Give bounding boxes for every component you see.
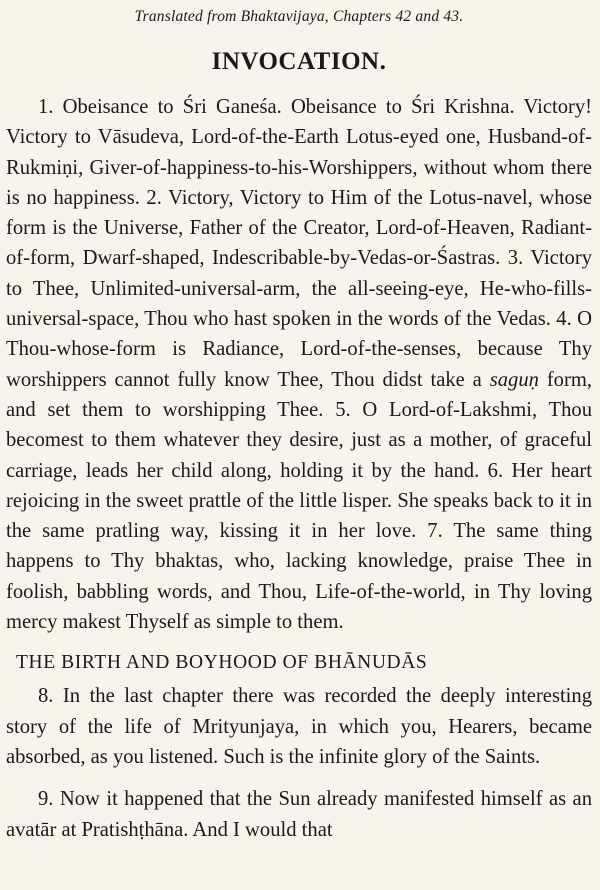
paragraph-8: 8. In the last chapter there was recorded the deeply interesting story of the life of Mrityunjaya, in which you, Hearers, became absorbed, as you listened. Such is the infinite glory of the Saints. xyxy=(6,685,592,768)
sagun-word: saguṇ xyxy=(489,368,539,391)
invocation-paragraph xyxy=(6,92,592,637)
paragraph-gap xyxy=(6,772,592,784)
chapter-title: INVOCATION. xyxy=(211,48,387,75)
running-head: Translated from Bhaktavijaya, Chapters 42 and 43. xyxy=(134,8,464,25)
paragraph-9: 9. Now it happened that the Sun already manifested himself as an avatār at Pratishṭhāna. And I would that xyxy=(6,788,592,841)
invocation-text-part-1: 1. Obeisance to Śri Ganeśa. Obeisance to Śri Krishna. Victory! Victory to Vāsudeva, Lord-of-the-Earth Lotus-eyed one, Husband-of-Rukmiṇi, Giver-of-happiness-to-his-Worshippers, without whom there is no happiness. 2. Victory, Victory to Him of the Lotus-navel, whose form is the Universe, Father of the Creator, Lord-of-Heaven, Radiant-of-form, Dwarf-shaped, Indescribable-by-Vedas-or-Śastras. 3. Victory to Thee, Unlimited-universal-arm, the all-seeing-eye, He-who-fills-universal-space, Thou who hast spoken in the words of the Vedas. 4. O Thou-whose-form is Radiance, Lord-of-the-senses, because Thy worshippers cannot fully know Thee, Thou didst take a xyxy=(6,96,592,391)
invocation-text-part-2: form, and set them to worshipping Thee. 5. O Lord-of-Lakshmi, Thou becomest to them whatever they desire, just as a mother, of graceful carriage, leads her child along, holding it by the hand. 6. Her heart rejoicing in the sweet prattle of the little lisper. She speaks back to it in the same pratling way, kissing it in her love. 7. The same thing happens to Thy bhaktas, who, lacking knowledge, praise Thee in foolish, babbling words, and Thou, Life-of-the-world, in Thy loving mercy makest Thyself as simple to them. xyxy=(6,368,592,634)
section-heading: THE BIRTH AND BOYHOOD OF BHĀNUDĀS xyxy=(16,652,428,674)
